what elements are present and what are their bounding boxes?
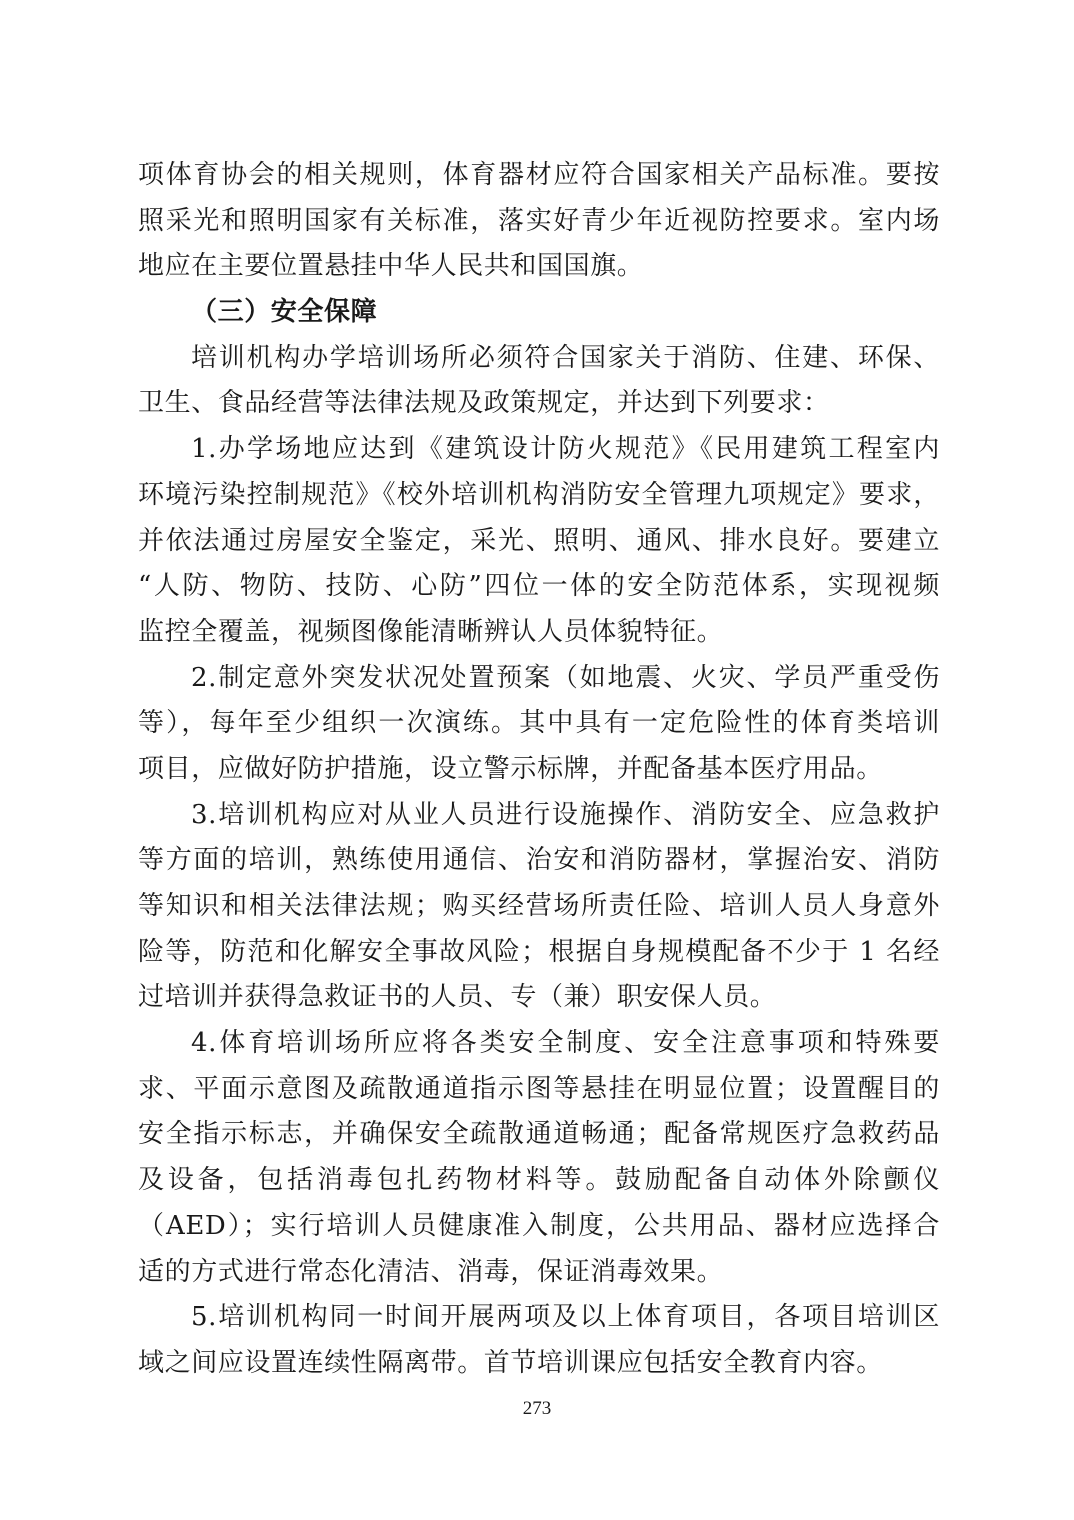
text-line: 1.办学场地应达到《建筑设计防火规范》《民用建筑工程室内	[191, 434, 940, 465]
text-line: 求、平面示意图及疏散通道指示图等悬挂在明显位置；设置醒目的	[138, 1073, 940, 1104]
text-line: 项目，应做好防护措施，设立警示标牌，并配备基本医疗用品。	[138, 753, 883, 784]
section-heading: （三）安全保障	[191, 297, 378, 328]
text-line: 5.培训机构同一时间开展两项及以上体育项目，各项目培训区	[191, 1302, 940, 1333]
text-line: 安全指示标志，并确保安全疏散通道畅通；配备常规医疗急救药品	[138, 1119, 940, 1150]
text-line: 等知识和相关法律法规；购买经营场所责任险、培训人员人身意外	[138, 891, 940, 921]
text-line: 环境污染控制规范》《校外培训机构消防安全管理九项规定》要求，	[138, 479, 940, 510]
text-line: 并依法通过房屋安全鉴定，采光、照明、通风、排水良好。要建立	[138, 525, 940, 556]
text-line: （AED）；实行培训人员健康准入制度，公共用品、器材应选择合	[138, 1210, 940, 1241]
text-line: 2.制定意外突发状况处置预案（如地震、火灾、学员严重受伤	[191, 662, 940, 693]
text-line: “人防、物防、技防、心防”四位一体的安全防范体系，实现视频	[138, 571, 940, 602]
text-line: 3.培训机构应对从业人员进行设施操作、消防安全、应急救护	[191, 799, 940, 830]
text-line: 适的方式进行常态化清洁、消毒，保证消毒效果。	[138, 1256, 724, 1287]
text-line: 4.体育培训场所应将各类安全制度、安全注意事项和特殊要	[191, 1028, 940, 1059]
text-line: 等），每年至少组织一次演练。其中具有一定危险性的体育类培训	[138, 708, 940, 739]
text-line: 过培训并获得急救证书的人员、专（兼）职安保人员。	[138, 982, 777, 1013]
text-line: 域之间应设置连续性隔离带。首节培训课应包括安全教育内容。	[138, 1347, 883, 1378]
text-line: 险等，防范和化解安全事故风险；根据自身规模配备不少于 1 名经	[138, 936, 940, 967]
text-line: 等方面的培训，熟练使用通信、治安和消防器材，掌握治安、消防	[138, 845, 940, 876]
body-text	[138, 153, 940, 1387]
text-line: 项体育协会的相关规则，体育器材应符合国家相关产品标准。要按	[138, 160, 940, 190]
page-number: 273	[522, 1398, 552, 1419]
text-line: 监控全覆盖，视频图像能清晰辨认人员体貌特征。	[138, 616, 724, 647]
text-line: 照采光和照明国家有关标准，落实好青少年近视防控要求。室内场	[138, 205, 940, 236]
text-line: 培训机构办学培训场所必须符合国家关于消防、住建、环保、	[191, 342, 940, 373]
text-line: 卫生、食品经营等法律法规及政策规定，并达到下列要求：	[138, 388, 830, 419]
text-line: 及设备，包括消毒包扎药物材料等。鼓励配备自动体外除颤仪	[138, 1165, 940, 1196]
text-line: 地应在主要位置悬挂中华人民共和国国旗。	[138, 251, 644, 282]
